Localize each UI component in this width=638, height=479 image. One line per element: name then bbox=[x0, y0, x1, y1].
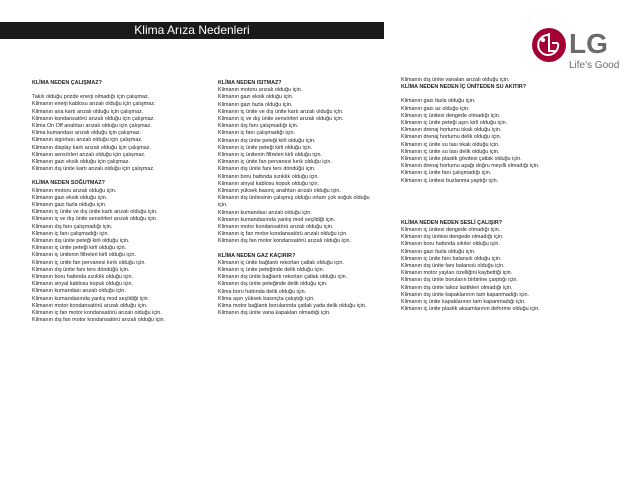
list-item: Klimanın dış ünite kartı arızalı olduğu için çalışmaz. bbox=[32, 166, 155, 173]
list-item: Klimanın yüksek basınç anahtarı arızalı olduğu için. bbox=[218, 188, 341, 195]
list-item: Klimanın dış ünite fanı balansılı olduğu için. bbox=[401, 263, 505, 270]
list-item: Klimanın drenaj hortumu tıkalı olduğu için. bbox=[401, 127, 502, 134]
column-1 bbox=[32, 80, 165, 325]
section-heading: KLİMA NEDEN GAZ KAÇIRIR? bbox=[218, 252, 296, 259]
list-item: Klimanın iç ünite ve dış ünite kartı arızalı olduğu için. bbox=[218, 108, 344, 115]
list-item: Klimanın dış ünitesinin çalışmış olduğu ortam çok soğuk olduğu bbox=[218, 195, 370, 202]
title-banner bbox=[0, 22, 384, 39]
list-item: Klimanın ana kartı arızalı olduğu için çalışmaz. bbox=[32, 108, 144, 115]
list-item: Klimanın iç ünite su tası delik olduğu için. bbox=[401, 148, 500, 155]
list-item: Klimanın iç ünite fan pervanesi kırık olduğu için. bbox=[218, 159, 332, 166]
list-item: Klimanın dış fanı çalışmadığı için. bbox=[218, 123, 299, 130]
list-item: Klima kumandası arızalı olduğu için çalışmaz. bbox=[32, 130, 142, 137]
list-item: Klimanın kondansatörü arızalı olduğu için çalışmaz. bbox=[32, 115, 155, 122]
page-title: Klima Arıza Nedenleri bbox=[134, 23, 250, 37]
list-item: Klimanın dış ünite vanaları arızalı olduğu için. bbox=[401, 77, 510, 83]
list-item: Klimanın gazı fazla olduğu için. bbox=[401, 98, 476, 105]
list-item: Klimanın dış fanı çalışmadığı için. bbox=[32, 223, 113, 230]
list-item: Klimanın dış fan motor kondansatörü arızalı olduğu için. bbox=[32, 317, 166, 324]
list-item: Klimanın iç fan motor kondansatörü arızalı olduğu için. bbox=[32, 310, 162, 317]
lg-tagline: Life's Good bbox=[569, 60, 620, 71]
list-item: Klimanın iç ünite peteğinde delik olduğu için. bbox=[218, 267, 325, 274]
list-item: Klimanın kumandası arızalı olduğu için. bbox=[32, 288, 126, 295]
list-item: Klimanın dış ünite bağlantı rekorları çatlak olduğu için. bbox=[218, 274, 348, 281]
list-item: Klimanın gazı fazla olduğu için. bbox=[32, 202, 107, 209]
list-item: Klimanın iç fanı çalışmadığı için. bbox=[218, 130, 295, 137]
list-item: Klimanın motoru arızalı olduğu için. bbox=[32, 187, 117, 194]
list-item: Klimanın motor yayları özelliğini kaybettiği için. bbox=[401, 270, 513, 277]
list-item: Klimanın gazı fazla olduğu için. bbox=[401, 248, 476, 255]
section-list bbox=[401, 98, 540, 184]
section-heading: KLİMA NEDEN NEDEN SESLİ ÇALIŞIR? bbox=[401, 219, 503, 226]
list-item: Klimanın dış ünite kapaklarının tam kapanmadığı için. bbox=[401, 291, 529, 298]
list-item: Klimanın iç fan motor kondansatörü arızalı olduğu için. bbox=[218, 231, 348, 238]
list-item: Klimanın kumandasında yanlış mod seçildiği için. bbox=[32, 295, 150, 302]
list-item: Klimanın iç ve dış ünite sensörleri arızalı olduğu için. bbox=[218, 116, 344, 123]
list-item: Klimanın iç ünite fanı çalışmadığı için. bbox=[401, 170, 492, 177]
list-item: Klimanın gazı eksik olduğu için. bbox=[218, 94, 294, 101]
list-item: Klima aşırı yüksek basınçta çalıştığı için. bbox=[218, 295, 315, 302]
list-item: Klimanın dış ünite peteğinde delik olduğu için. bbox=[218, 281, 328, 288]
list-item: Klimanın dış ünite fanı ters döndüğü için. bbox=[32, 266, 130, 273]
section-heading: KLİMA NEDEN SOĞUTMAZ? bbox=[32, 180, 105, 187]
section-heading: KLİMA NEDEN ISITMAZ? bbox=[218, 80, 282, 86]
list-item: Klimanın iç ünitenin filtreleri kirli olduğu için. bbox=[218, 152, 322, 159]
list-item: Klimanın gazı eksik olduğu için çalışmaz. bbox=[32, 159, 130, 166]
list-item: Klimanın iç ünite fanı balansılı olduğu için. bbox=[401, 255, 502, 262]
list-item: Klimanın iç ünite bağlantı rekorları çatlak olduğu için. bbox=[218, 259, 344, 266]
section-list bbox=[32, 188, 165, 325]
list-item: Klimanın dış ünite vana kapakları olmadığı için. bbox=[218, 310, 331, 317]
column-3 bbox=[401, 77, 540, 313]
list-item: Klimanın boru hattında sızıklık olduğu için. bbox=[32, 274, 133, 281]
list-item: Klimanın kumandası arızalı olduğu için. bbox=[218, 209, 312, 216]
list-item: Takılı olduğu prizde enerji olmadığı için çalışmaz. bbox=[32, 94, 150, 101]
list-item: Klimanın dış ünite takoz lastikleri olmadığı için. bbox=[401, 284, 513, 291]
list-item: Klimanın gazı eksik olduğu için. bbox=[32, 194, 108, 201]
list-item: Klimanın kumandasında yanlış mod seçildiği için. bbox=[218, 216, 336, 223]
list-item: Klimanın iç ünite kapaklarının tam kapanmadığı için. bbox=[401, 299, 526, 306]
list-item: Klimanın drenaj hortumu delik olduğu için. bbox=[401, 134, 502, 141]
list-item: Klimanın motor kondansatörü arızalı olduğu için. bbox=[218, 224, 334, 231]
lg-wordmark: LG bbox=[569, 28, 608, 59]
section-heading: KLİMA NEDEN ÇALIŞMAZ? bbox=[32, 80, 102, 86]
list-item: Klima boru hattında delik olduğu için. bbox=[218, 288, 307, 295]
list-item: Klimanın iç ünitesi buzlanma yaptığı için. bbox=[401, 177, 499, 184]
list-item: Klimanın iç ünitesi dengede olmadığı için. bbox=[401, 112, 501, 119]
list-item: Klimanın gazı az olduğu için. bbox=[401, 105, 470, 112]
list-item: Klimanın gazı fazla olduğu için. bbox=[218, 101, 293, 108]
section-heading: KLİMA NEDEN NEDEN İÇ ÜNİTEDEN SU AKITIR? bbox=[401, 84, 527, 91]
list-item: Klimanın iç ve dış ünite sensörleri arızalı olduğu için. bbox=[32, 216, 158, 223]
list-item: Klimanın dış ünite fanı ters döndüğü için. bbox=[218, 166, 316, 173]
list-item: Klimanın iç ünite peteği kirli olduğu için. bbox=[32, 245, 127, 252]
list-item: Klimanın boru hattında sıkıler olduğu için. bbox=[401, 241, 500, 248]
list-item: Klima On Off anahtarı arızalı olduğu için çalışmaz. bbox=[32, 123, 152, 130]
section-list bbox=[218, 87, 370, 245]
list-item: Klima motor bağlantı borularında çatlak yada delik olduğu için. bbox=[218, 303, 367, 310]
list-item: Klimanın dış ünite peteği kirli olduğu için. bbox=[32, 238, 130, 245]
list-item: Klimanın display kartı arızalı olduğu için çalışmaz. bbox=[32, 144, 151, 151]
list-item: Klimanın sinyal kablosu kopuk olduğu için. bbox=[32, 281, 133, 288]
list-item: Klimanın motor kondansatörü arızalı olduğu için. bbox=[32, 302, 148, 309]
section-list bbox=[32, 94, 165, 173]
list-item: Klimanın motoru arızalı olduğu için. bbox=[218, 87, 303, 94]
list-item: Klimanın boru hattında sızıklık olduğu için. bbox=[218, 173, 319, 180]
list-item: Klimanın iç ünite plastik gövdesi çatlak olduğu için. bbox=[401, 156, 522, 163]
list-item: Klimanın sensörleri arızalı olduğu için çalışmaz. bbox=[32, 151, 146, 158]
list-item: Klimanın dış ünite peteği kirli olduğu için. bbox=[218, 137, 316, 144]
list-item: Klimanın dış ünite boruların birbirine çarptığı için. bbox=[401, 277, 518, 284]
list-item: Klimanın iç ünite fan pervanesi kırık olduğu için. bbox=[32, 259, 146, 266]
list-item: Klimanın iç ünite peteği aşırı kirli olduğu için. bbox=[401, 120, 508, 127]
section-list bbox=[218, 260, 370, 318]
list-item: Klimanın iç ünite ve dış ünite kartı arızalı olduğu için. bbox=[32, 209, 158, 216]
list-item: Klimanın sigortası arızalı olduğu için çalışmaz. bbox=[32, 137, 143, 144]
list-item: Klimanın dış fan motor kondansatörü arızalı olduğu için. bbox=[218, 238, 352, 245]
list-item: Klimanın iç ünitenin filtreleri kirli olduğu için. bbox=[32, 252, 136, 259]
list-item: Klimanın iç ünitesi dengede olmadığı için. bbox=[401, 227, 501, 234]
list-item: Klimanın sinyal kablosu kopuk olduğu için. bbox=[218, 180, 319, 187]
list-item: Klimanın drenaj hortumu aşağı doğru meyilli olmadığı için. bbox=[401, 163, 540, 170]
list-item: Klimanın iç fanı çalışmadığı için. bbox=[32, 230, 109, 237]
list-item: Klimanın enerji kablosu arızalı olduğu için çalışmaz. bbox=[32, 101, 156, 108]
list-item: için. bbox=[218, 202, 228, 209]
list-item: Klimanın iç ünite plastik aksamlarının deforme olduğu için. bbox=[401, 306, 540, 313]
list-item: Klimanın iç ünite peteği kirli olduğu için. bbox=[218, 144, 313, 151]
column-2 bbox=[218, 80, 370, 318]
list-item: Klimanın dış ünitesi dengede olmadığı için. bbox=[401, 234, 504, 241]
list-item: Klimanın iç ünite su tası tıkalı olduğu için. bbox=[401, 141, 500, 148]
lg-logo bbox=[527, 27, 637, 71]
section-list bbox=[401, 227, 540, 313]
